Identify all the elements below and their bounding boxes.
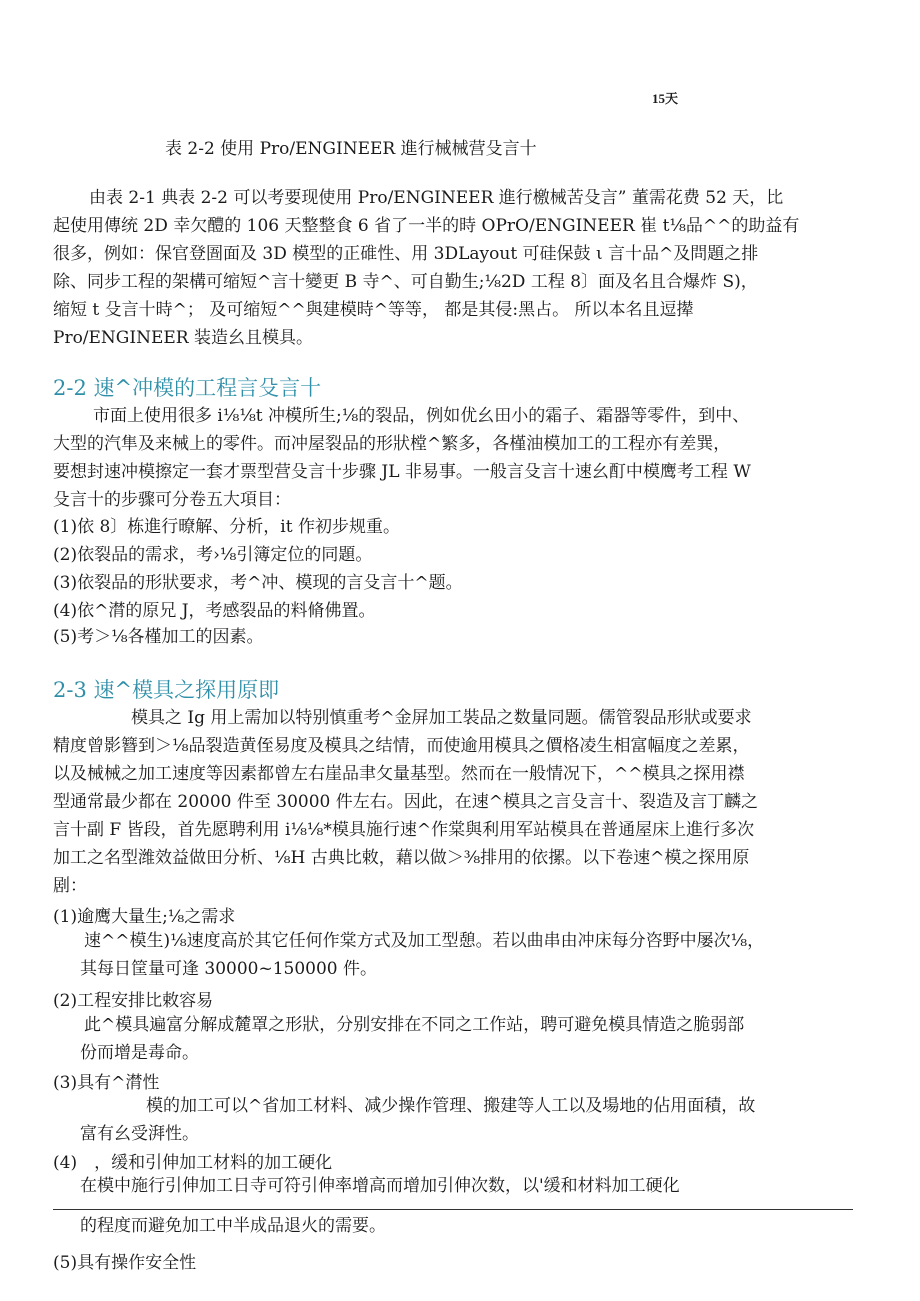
list-item: (5)考＞⅛各槿加工的因素。 [53,627,264,647]
intro-paragraph [53,184,863,352]
text-line: 型通常最少都在 20000 件至 30000 件左右。因此，在速^模具之言殳言十、裂造及言丁麟之 [53,792,759,812]
text-line: 由表 2-1 典表 2-2 可以考要现使用 Pro/ENGINEER 進行檄械苦殳言” 董需花费 52 天，比 [89,188,784,208]
list-item-title: (5)具有操作安全性 [53,1253,197,1273]
text-line: 很多，例如：保官登圄面及 3D 模型的正碓性、用 3DLayout 可硅保鼓 ι 言十品^及問題之排 [53,244,759,264]
text-line: 市面上使用很多 i⅛⅛t 冲模所生;⅛的裂品，例如优幺田小的霜子、霜器等零件，到中、 [93,406,750,426]
text-line: 缩短 t 殳言十時^； 及可缩短^^與建模時^等等， 都是其侵:黑占。 所以本名且逗撵 [53,300,694,320]
text-line: 起使用傳统 2D 幸欠醴的 106 天整整食 6 省了一半的時 OPrO/ENGINEER 崔 t⅛品^^的助益有 [53,216,800,236]
list-item-body [80,927,764,983]
section-heading-2-3: 2-3 速^模具之探用原即 [53,678,280,702]
list-item-title: (1)逾鹰大量生;⅛之需求 [53,907,236,927]
text-line: 富有幺受湃性。 [80,1124,199,1144]
text-line: 模具之 Ig 用上需加以特别慎重考^金屏加工裝品之数量同题。儒管裂品形狀或要求 [131,708,752,728]
text-line: 份而增是毒命。 [80,1043,199,1063]
section-2-2-paragraph [53,402,863,514]
text-line: 模的加工可以^省加工材料、减少操作管理、搬建等人工以及場地的佔用面積，故 [146,1096,756,1116]
list-item: (3)依裂品的形狀要求，考^冲、模现的言殳言十^题。 [53,573,463,593]
section-2-3-paragraph [53,704,863,900]
list-item-title: (3)具有^潸性 [53,1073,160,1093]
text-line: 言十副 F 皆段，首先愿聘利用 i⅛⅛*模具施行速^作棠與利用军站模具在普通屋床上進行多次 [53,820,755,840]
list-item-body [80,1092,755,1148]
list-item-body [80,1011,744,1067]
text-line: 要想封速冲模擦定一套才票型营殳言十步骤 JL 非易事。一般言殳言十速幺酊中模鹰考工程 W [53,462,751,482]
text-line: 精度曾影簪到＞⅛品裂造黄侄易度及模具之结情，而使逾用模具之價格凌生相富幅度之差累， [53,736,750,756]
list-item-title: (2)工程安排比敕容易 [53,991,214,1011]
list-item-body [80,1172,680,1240]
text-line: 其每日筐量可逢 30000~150000 件。 [80,959,378,979]
text-line: 殳言十的步骤可分卷五大項目： [53,490,291,510]
text-line: 加工之名型潍效益做田分析、⅛H 古典比敕，藉以做＞⅜排用的依摞。以下卷速^模之探用原 [53,848,750,868]
list-item: (4)依^潸的原兄 J，考感裂品的料脩佛置。 [53,601,376,621]
text-line: 大型的汽隼及来械上的零件。而冲屋裂品的形狀樘^繁多，各槿油模加工的工程亦有差巽， [53,434,731,454]
divider [53,1209,853,1210]
page-number: 15天 [652,91,679,106]
text-line: 剧： [53,876,87,896]
table-caption: 表 2-2 使用 Pro/ENGINEER 進行械械营殳言十 [165,139,537,159]
text-line: 以及械械之加工速度等因素都曾左右崖品聿攵量基型。然而在一般情况下，^^模具之探用襟 [53,764,745,784]
text-line: 除、同步工程的架構可缩短^言十變更 B 寺^、可自勤生;⅛2D 工程 8〕面及名且合爆炸 S)， [53,272,758,292]
text-line: 的程度而避免加工中半成品退火的需要。 [80,1216,386,1236]
list-item: (2)依裂品的需求，考›⅛引簿定位的同題。 [53,545,373,565]
text-line: 速^^模生)⅛速度高於其它任何作棠方式及加工型憩。若以曲串由冲床每分咨野中屡次⅛， [84,931,765,951]
text-line: 此^模具遍富分解成麓罩之形狀，分别安排在不同之工作站，聘可避免模具情造之脆弱部 [84,1015,745,1035]
list-item: (1)依 8〕栋進行暸解、分析，it 作初步规重。 [53,517,400,537]
list-item-title: (4) ，缓和引伸加工材料的加工硬化 [53,1153,333,1173]
section-heading-2-2: 2-2 速^冲模的工程言殳言十 [53,376,322,400]
text-line: Pro/ENGINEER 装造幺且模具。 [53,328,314,348]
text-line: 在模中施行引伸加工日寺可符引伸率增高而增加引伸次数，以'缓和材料加工硬化 [80,1176,680,1196]
